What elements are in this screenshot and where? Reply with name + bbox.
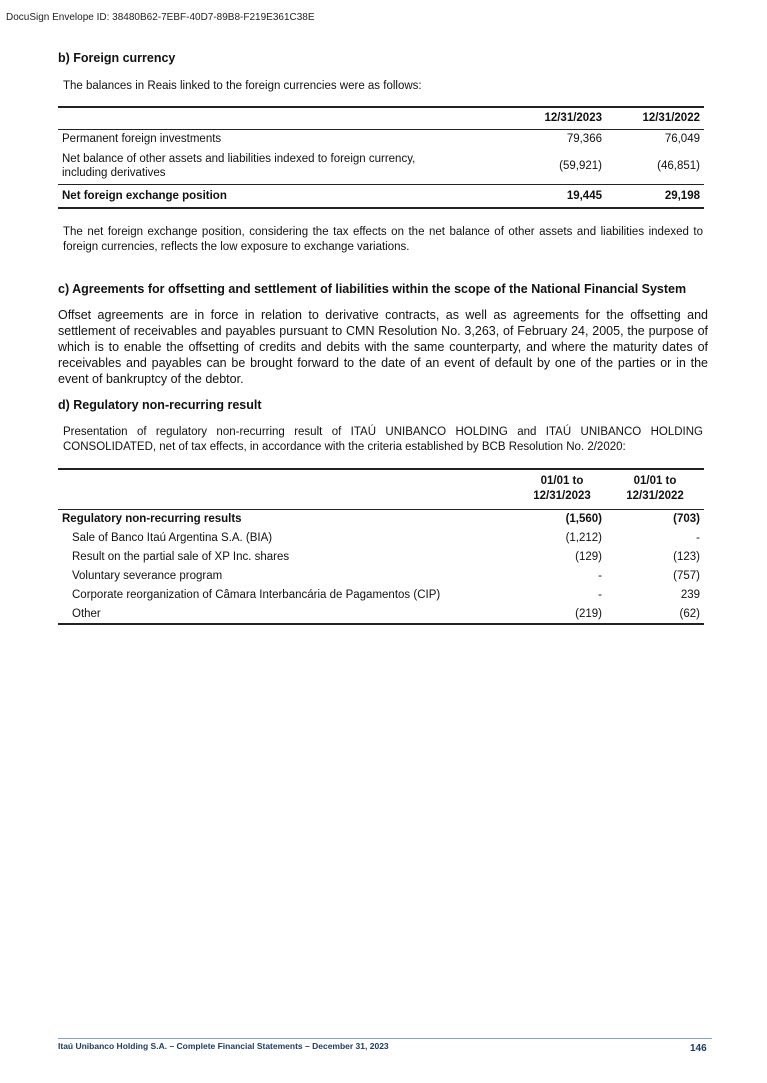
table-row — [58, 605, 704, 624]
column-header: 01/01 to 12/31/2023 — [518, 469, 606, 509]
section-b-note: The net foreign exchange position, considering the tax effects on the net balance of other assets and liabilities indexed to foreign currencies, reflects the low exposure to exchange variations. — [63, 226, 703, 253]
section-d-heading: d) Regulatory non-recurring result — [58, 398, 262, 412]
total-label: Net foreign exchange position — [58, 184, 518, 208]
page-number: 146 — [690, 1043, 707, 1054]
section-b-intro: The balances in Reais linked to the foreign currencies were as follows: — [63, 80, 422, 92]
column-header: 01/01 to 12/31/2022 — [606, 469, 704, 509]
value-2022: (757) — [673, 570, 700, 583]
value-2023: - — [598, 570, 602, 583]
column-header: 12/31/2022 — [606, 107, 704, 129]
value-2023: 79,366 — [566, 133, 602, 146]
table-row — [58, 149, 704, 184]
total-2023: (1,560) — [565, 512, 602, 525]
table-row — [58, 129, 704, 149]
row-label: Result on the partial sale of XP Inc. shares — [72, 550, 290, 563]
row-label: Corporate reorganization of Câmara Interbancária de Pagamentos (CIP) — [72, 589, 441, 602]
total-2022: 29,198 — [606, 184, 704, 208]
total-2023: 19,445 — [518, 184, 606, 208]
table-header-row — [58, 107, 704, 129]
value-2023: (219) — [518, 605, 606, 624]
row-label: Net balance of other assets and liabilities indexed to foreign currency, including derivatives — [62, 153, 416, 180]
value-2023: (59,921) — [559, 160, 602, 173]
section-d-intro: Presentation of regulatory non-recurring result of ITAÚ UNIBANCO HOLDING and ITAÚ UNIBANCO HOLDING CONSOLIDATED, net of tax effects, in accordance with the criteria established by BCB Resolution No. 2/2020: — [63, 426, 703, 453]
value-2022: 239 — [680, 589, 700, 602]
section-c-body: Offset agreements are in force in relation to derivative contracts, as well as agreements for the offsetting and settlement of receivables and payables pursuant to CMN Resolution No. 3,263, of February 24, 2005, the purpose of which is to enable the offsetting of credits and debits with the same counterparty, and where the maturity dates of receivables and payables can be brought forward to the date of an event of default by one of the parties or in the event of bankruptcy of the debtor. — [58, 308, 708, 386]
row-label: Other — [58, 605, 518, 624]
total-row — [58, 509, 704, 528]
table-row — [58, 567, 704, 586]
value-2022: 76,049 — [664, 133, 700, 146]
row-label: Permanent foreign investments — [62, 133, 222, 146]
value-2023: (129) — [575, 550, 602, 563]
value-2022: (62) — [606, 605, 704, 624]
table-row — [58, 586, 704, 605]
total-row — [58, 184, 704, 208]
section-c-heading: c) Agreements for offsetting and settlement of liabilities within the scope of the National Financial System — [58, 282, 687, 296]
table-row — [58, 547, 704, 566]
table-header-row — [58, 469, 704, 509]
total-label: Regulatory non-recurring results — [62, 512, 242, 525]
row-label: Voluntary severance program — [72, 570, 223, 583]
foreign-currency-table — [58, 106, 704, 209]
value-2022: (123) — [673, 550, 700, 563]
row-label: Sale of Banco Itaú Argentina S.A. (BIA) — [72, 531, 273, 544]
column-header: 12/31/2023 — [518, 107, 606, 129]
value-2022: - — [696, 531, 700, 544]
value-2022: (46,851) — [657, 160, 700, 173]
envelope-id: DocuSign Envelope ID: 38480B62-7EBF-40D7-89B8-F219E361C38E — [6, 12, 315, 23]
value-2023: (1,212) — [565, 531, 602, 544]
section-b-heading: b) Foreign currency — [58, 51, 176, 65]
non-recurring-table — [58, 468, 704, 625]
table-row — [58, 528, 704, 547]
footer-text: Itaú Unibanco Holding S.A. – Complete Financial Statements – December 31, 2023 — [58, 1041, 389, 1051]
footer-divider — [58, 1038, 712, 1039]
value-2023: - — [598, 589, 602, 602]
total-2022: (703) — [673, 512, 700, 525]
